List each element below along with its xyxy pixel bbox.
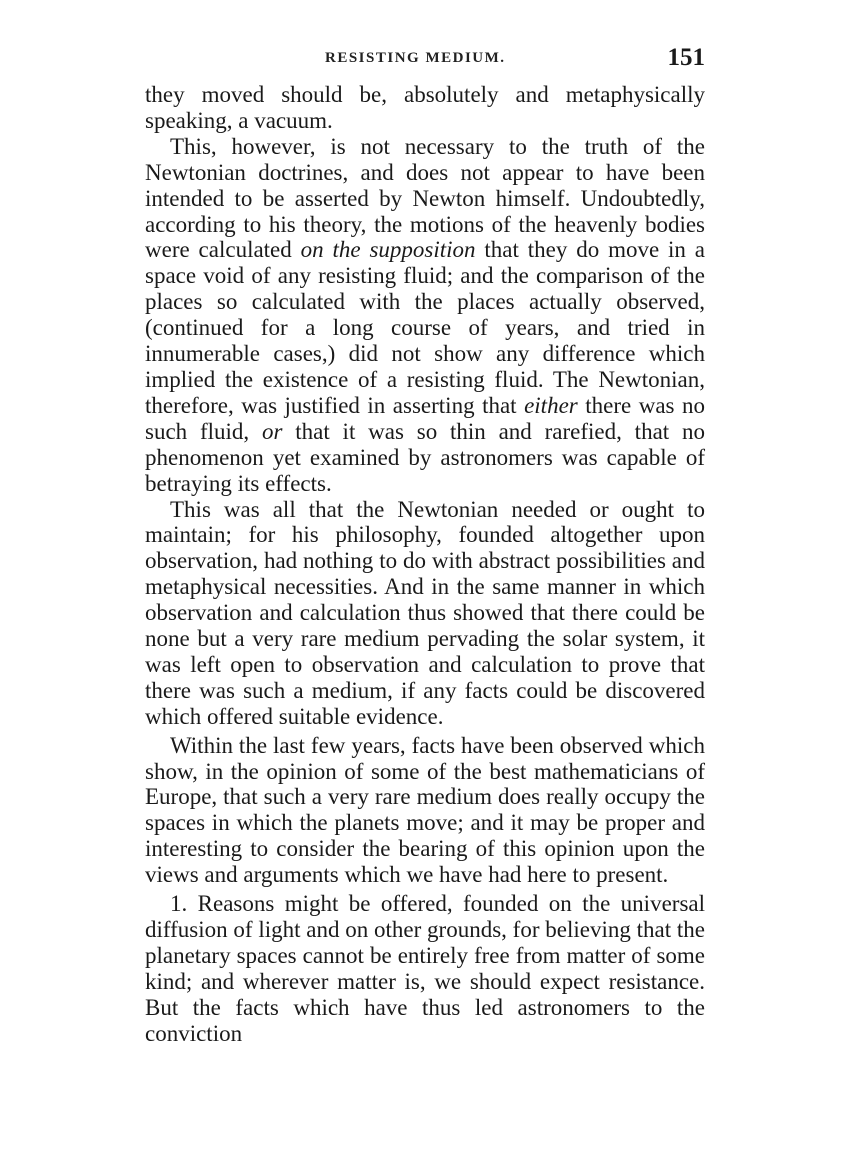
paragraph: [145, 733, 705, 888]
running-header: [145, 44, 705, 78]
text-segment: This, however, is not necessary to the truth of the Newtonian doctrines, and does not appear to have been intended to be asserted by Newton himself. Undoubtedly, according to his theory, the motions of the heavenly bodies were calculated: [145, 133, 705, 263]
text-segment: they moved should be, absolutely and metaphysically speaking, a vacuum.: [145, 82, 705, 133]
italic-text: or: [261, 418, 283, 444]
running-title: RESISTING MEDIUM.: [325, 50, 506, 66]
text-segment: that they do move in a space void of any resisting fluid; and the comparison of the places so calculated with the places actually observed, (continued for a long course of years, and tried in innumerable cases,) did not show any difference which implied the existence of a resisting fluid. The Newtonian, therefore, was justified in asserting that: [145, 237, 705, 418]
italic-text: on the supposition: [300, 237, 476, 263]
italic-text: either: [524, 392, 578, 418]
text-segment: This was all that the Newtonian needed or ought to maintain; for his philosophy, founded altogether upon observation, had nothing to do with abstract possibilities and metaphysical necessities. And in the same manner in which observation and calculation thus showed that there could be none but a very rare medium pervading the solar system, it was left open to observation and calculation to prove that there was such a medium, if any facts could be discovered which offered suitable evidence.: [145, 496, 705, 729]
paragraph: [145, 891, 705, 1046]
text-segment: that it was so thin and rarefied, that no phenomenon yet examined by astronomers was capable of betraying its effects.: [145, 418, 705, 496]
text-segment: 1. Reasons might be offered, founded on the universal diffusion of light and on other grounds, for believing that the planetary spaces cannot be entirely free from matter of some kind; and wherever matter is, we should expect resistance. But the facts which have thus led astronomers to the conviction: [145, 891, 705, 1046]
text-segment: Within the last few years, facts have been observed which show, in the opinion of some of the best mathematicians of Europe, that such a very rare medium does really occupy the spaces in which the planets move; and it may be proper and interesting to consider the bearing of this opinion upon the views and arguments which we have had here to present.: [145, 732, 705, 888]
paragraph: [145, 134, 705, 497]
paragraph: [145, 497, 705, 730]
page-number: 151: [667, 44, 705, 71]
paragraph: [145, 82, 705, 134]
text-segment: there was no such fluid,: [145, 392, 705, 444]
body-text: [145, 82, 705, 1047]
